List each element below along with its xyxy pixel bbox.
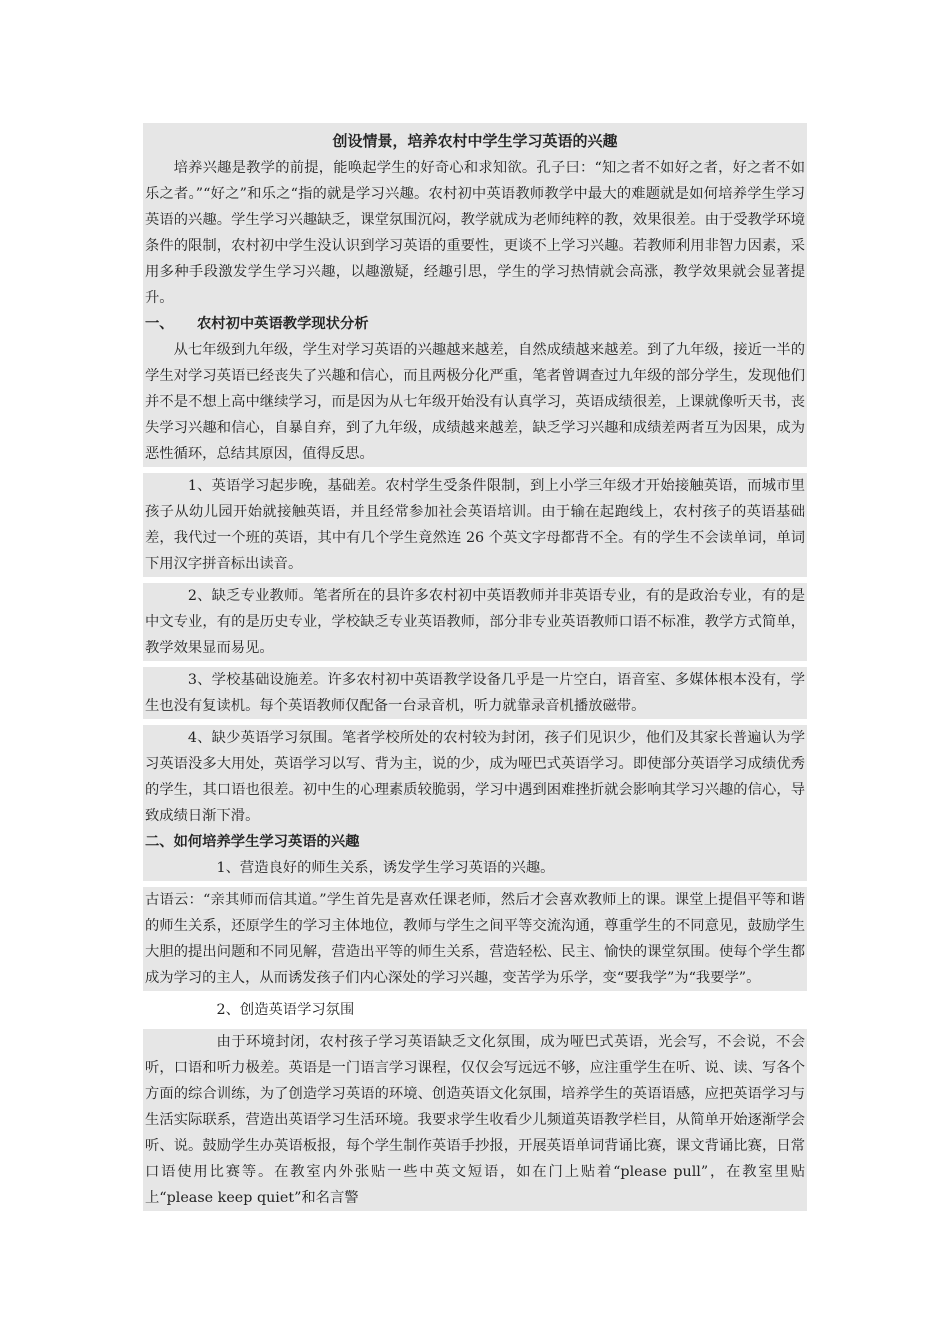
section-2-paragraph-1: 古语云：“亲其师而信其道。”学生首先是喜欢任课老师，然后才会喜欢教师上的课。课堂上提倡平等和谐的师生关系，还原学生的学习主体地位，教师与学生之间平等交流沟通，尊重学生的不同意见，鼓励学生大胆的提出问题和不同见解，营造出平等的师生关系，营造轻松、民主、愉快的课堂氛围。使每个学生都成为学习的主人，从而诱发孩子们内心深处的学习兴趣，变苦学为乐学，变“要我学”为“我要学”。	[143, 887, 807, 991]
intro-paragraph: 培养兴趣是教学的前提，能唤起学生的好奇心和求知欲。孔子曰：“知之者不如好之者，好之者不如乐之者。”“好之”和乐之“指的就是学习兴趣。农村初中英语教师教学中最大的难题就是如何培养学生学习英语的兴趣。学生学习兴趣缺乏，课堂氛围沉闷，教学就成为老师纯粹的教，效果很差。由于受教学环境条件的限制，农村初中学生没认识到学习英语的重要性，更谈不上学习兴趣。若教师利用非智力因素，采用多种手段激发学生学习兴趣，以趣激疑，经趣引思，学生的学习热情就会高涨，教学效果就会显著提升。	[143, 155, 807, 311]
document-page	[143, 123, 807, 1211]
section-1-title: 农村初中英语教学现状分析	[197, 316, 369, 332]
section-2-subheading-2: 2、创造英语学习氛围	[143, 997, 807, 1023]
section-1-number: 一、	[145, 316, 174, 332]
section-1-heading	[143, 311, 807, 337]
section-2-heading: 二、如何培养学生学习英语的兴趣	[143, 829, 807, 855]
section-2-paragraph-2: 由于环境封闭，农村孩子学习英语缺乏文化氛围，成为哑巴式英语，光会写，不会说，不会听，口语和听力极差。英语是一门语言学习课程，仅仅会写远远不够，应注重学生在听、说、读、写各个方面的综合训练，为了创造学习英语的环境、创造英语文化氛围，培养学生的英语语感，应把英语学习与生活实际联系，营造出英语学习生活环境。我要求学生收看少儿频道英语教学栏目，从简单开始逐渐学会听、说。鼓励学生办英语板报，每个学生制作英语手抄报，开展英语单词背诵比赛，课文背诵比赛，日常口语使用比赛等。在教室内外张贴一些中英文短语，如在门上贴着“please pull”，在教室里贴上“please keep quiet”和名言警	[143, 1029, 807, 1211]
section-2-subheading-1: 1、营造良好的师生关系，诱发学生学习英语的兴趣。	[143, 855, 807, 881]
document-title: 创设情景，培养农村中学生学习英语的兴趣	[143, 123, 807, 155]
section-1-paragraph-3: 2、缺乏专业教师。笔者所在的县许多农村初中英语教师并非英语专业，有的是政治专业，有的是中文专业，有的是历史专业，学校缺乏专业英语教师，部分非专业英语教师口语不标准，教学方式简单，教学效果显而易见。	[143, 583, 807, 661]
section-1-paragraph-2: 1、英语学习起步晚，基础差。农村学生受条件限制，到上小学三年级才开始接触英语，而城市里孩子从幼儿园开始就接触英语，并且经常参加社会英语培训。由于输在起跑线上，农村孩子的英语基础差，我代过一个班的英语，其中有几个学生竟然连 26 个英文字母都背不全。有的学生不会读单词，单词下用汉字拼音标出读音。	[143, 473, 807, 577]
section-1-paragraph-5: 4、缺少英语学习氛围。笔者学校所处的农村较为封闭，孩子们见识少，他们及其家长普遍认为学习英语没多大用处，英语学习以写、背为主，说的少，成为哑巴式英语学习。即使部分英语学习成绩优秀的学生，其口语也很差。初中生的心理素质较脆弱，学习中遇到困难挫折就会影响其学习兴趣的信心，导致成绩日渐下滑。	[143, 725, 807, 829]
section-1-paragraph-1: 从七年级到九年级，学生对学习英语的兴趣越来越差，自然成绩越来越差。到了九年级，接近一半的学生对学习英语已经丧失了兴趣和信心，而且两极分化严重，笔者曾调查过九年级的部分学生，发现他们并不是不想上高中继续学习，而是因为从七年级开始没有认真学习，英语成绩很差，上课就像听天书，丧失学习兴趣和信心，自暴自弃，到了九年级，成绩越来越差，缺乏学习兴趣和成绩差两者互为因果，成为恶性循环，总结其原因，值得反思。	[143, 337, 807, 467]
section-1-paragraph-4: 3、学校基础设施差。许多农村初中英语教学设备几乎是一片空白，语音室、多媒体根本没有，学生也没有复读机。每个英语教师仅配备一台录音机，听力就靠录音机播放磁带。	[143, 667, 807, 719]
